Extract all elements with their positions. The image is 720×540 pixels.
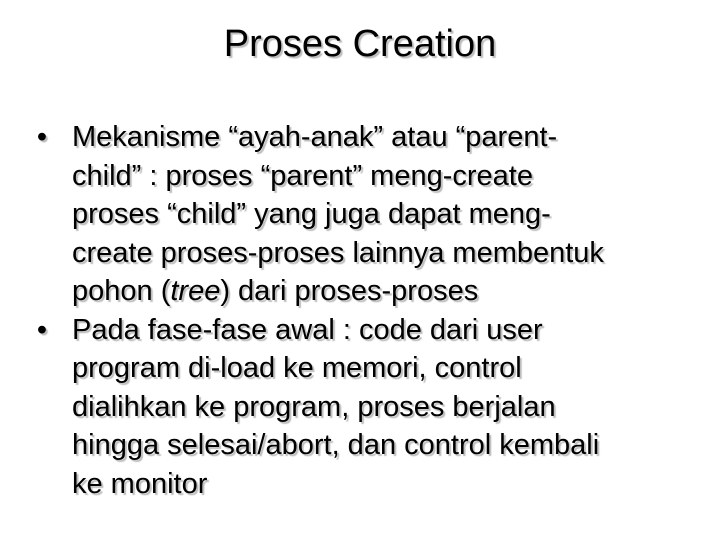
bullet-icon: • bbox=[36, 121, 48, 153]
bullet-1-line-5-italic-term: tree bbox=[170, 275, 221, 307]
bullet-2-line-1: Pada fase-fase awal : code dari user bbox=[72, 313, 543, 346]
slide-title: Proses Creation bbox=[223, 23, 497, 65]
bullet-list bbox=[30, 118, 690, 503]
bullet-2-line-3: dialihkan ke program, proses berjalan bbox=[72, 390, 556, 423]
bullet-icon: • bbox=[36, 313, 48, 346]
bullet-1-line-4: create proses-proses lainnya membentuk bbox=[72, 236, 604, 269]
bullet-2-line-5: ke monitor bbox=[72, 467, 208, 500]
bullet-1-line-5-before: pohon ( bbox=[72, 275, 171, 307]
bullet-1-line-5-after: ) dari proses-proses bbox=[220, 275, 479, 307]
bullet-1-line-1: Mekanisme “ayah-anak” atau “parent- bbox=[72, 121, 558, 153]
bullet-1-line-2: child” : proses “parent” meng-create bbox=[72, 159, 533, 192]
bullet-1-line-5 bbox=[72, 272, 690, 311]
bullet-2-line-4: hingga selesai/abort, dan control kembali bbox=[72, 429, 600, 461]
bullet-item-2 bbox=[30, 311, 690, 504]
bullet-1-line-3: proses “child” yang juga dapat meng- bbox=[72, 198, 551, 230]
bullet-2-line-2: program di-load ke memori, control bbox=[72, 352, 522, 384]
bullet-item-1 bbox=[30, 118, 690, 311]
